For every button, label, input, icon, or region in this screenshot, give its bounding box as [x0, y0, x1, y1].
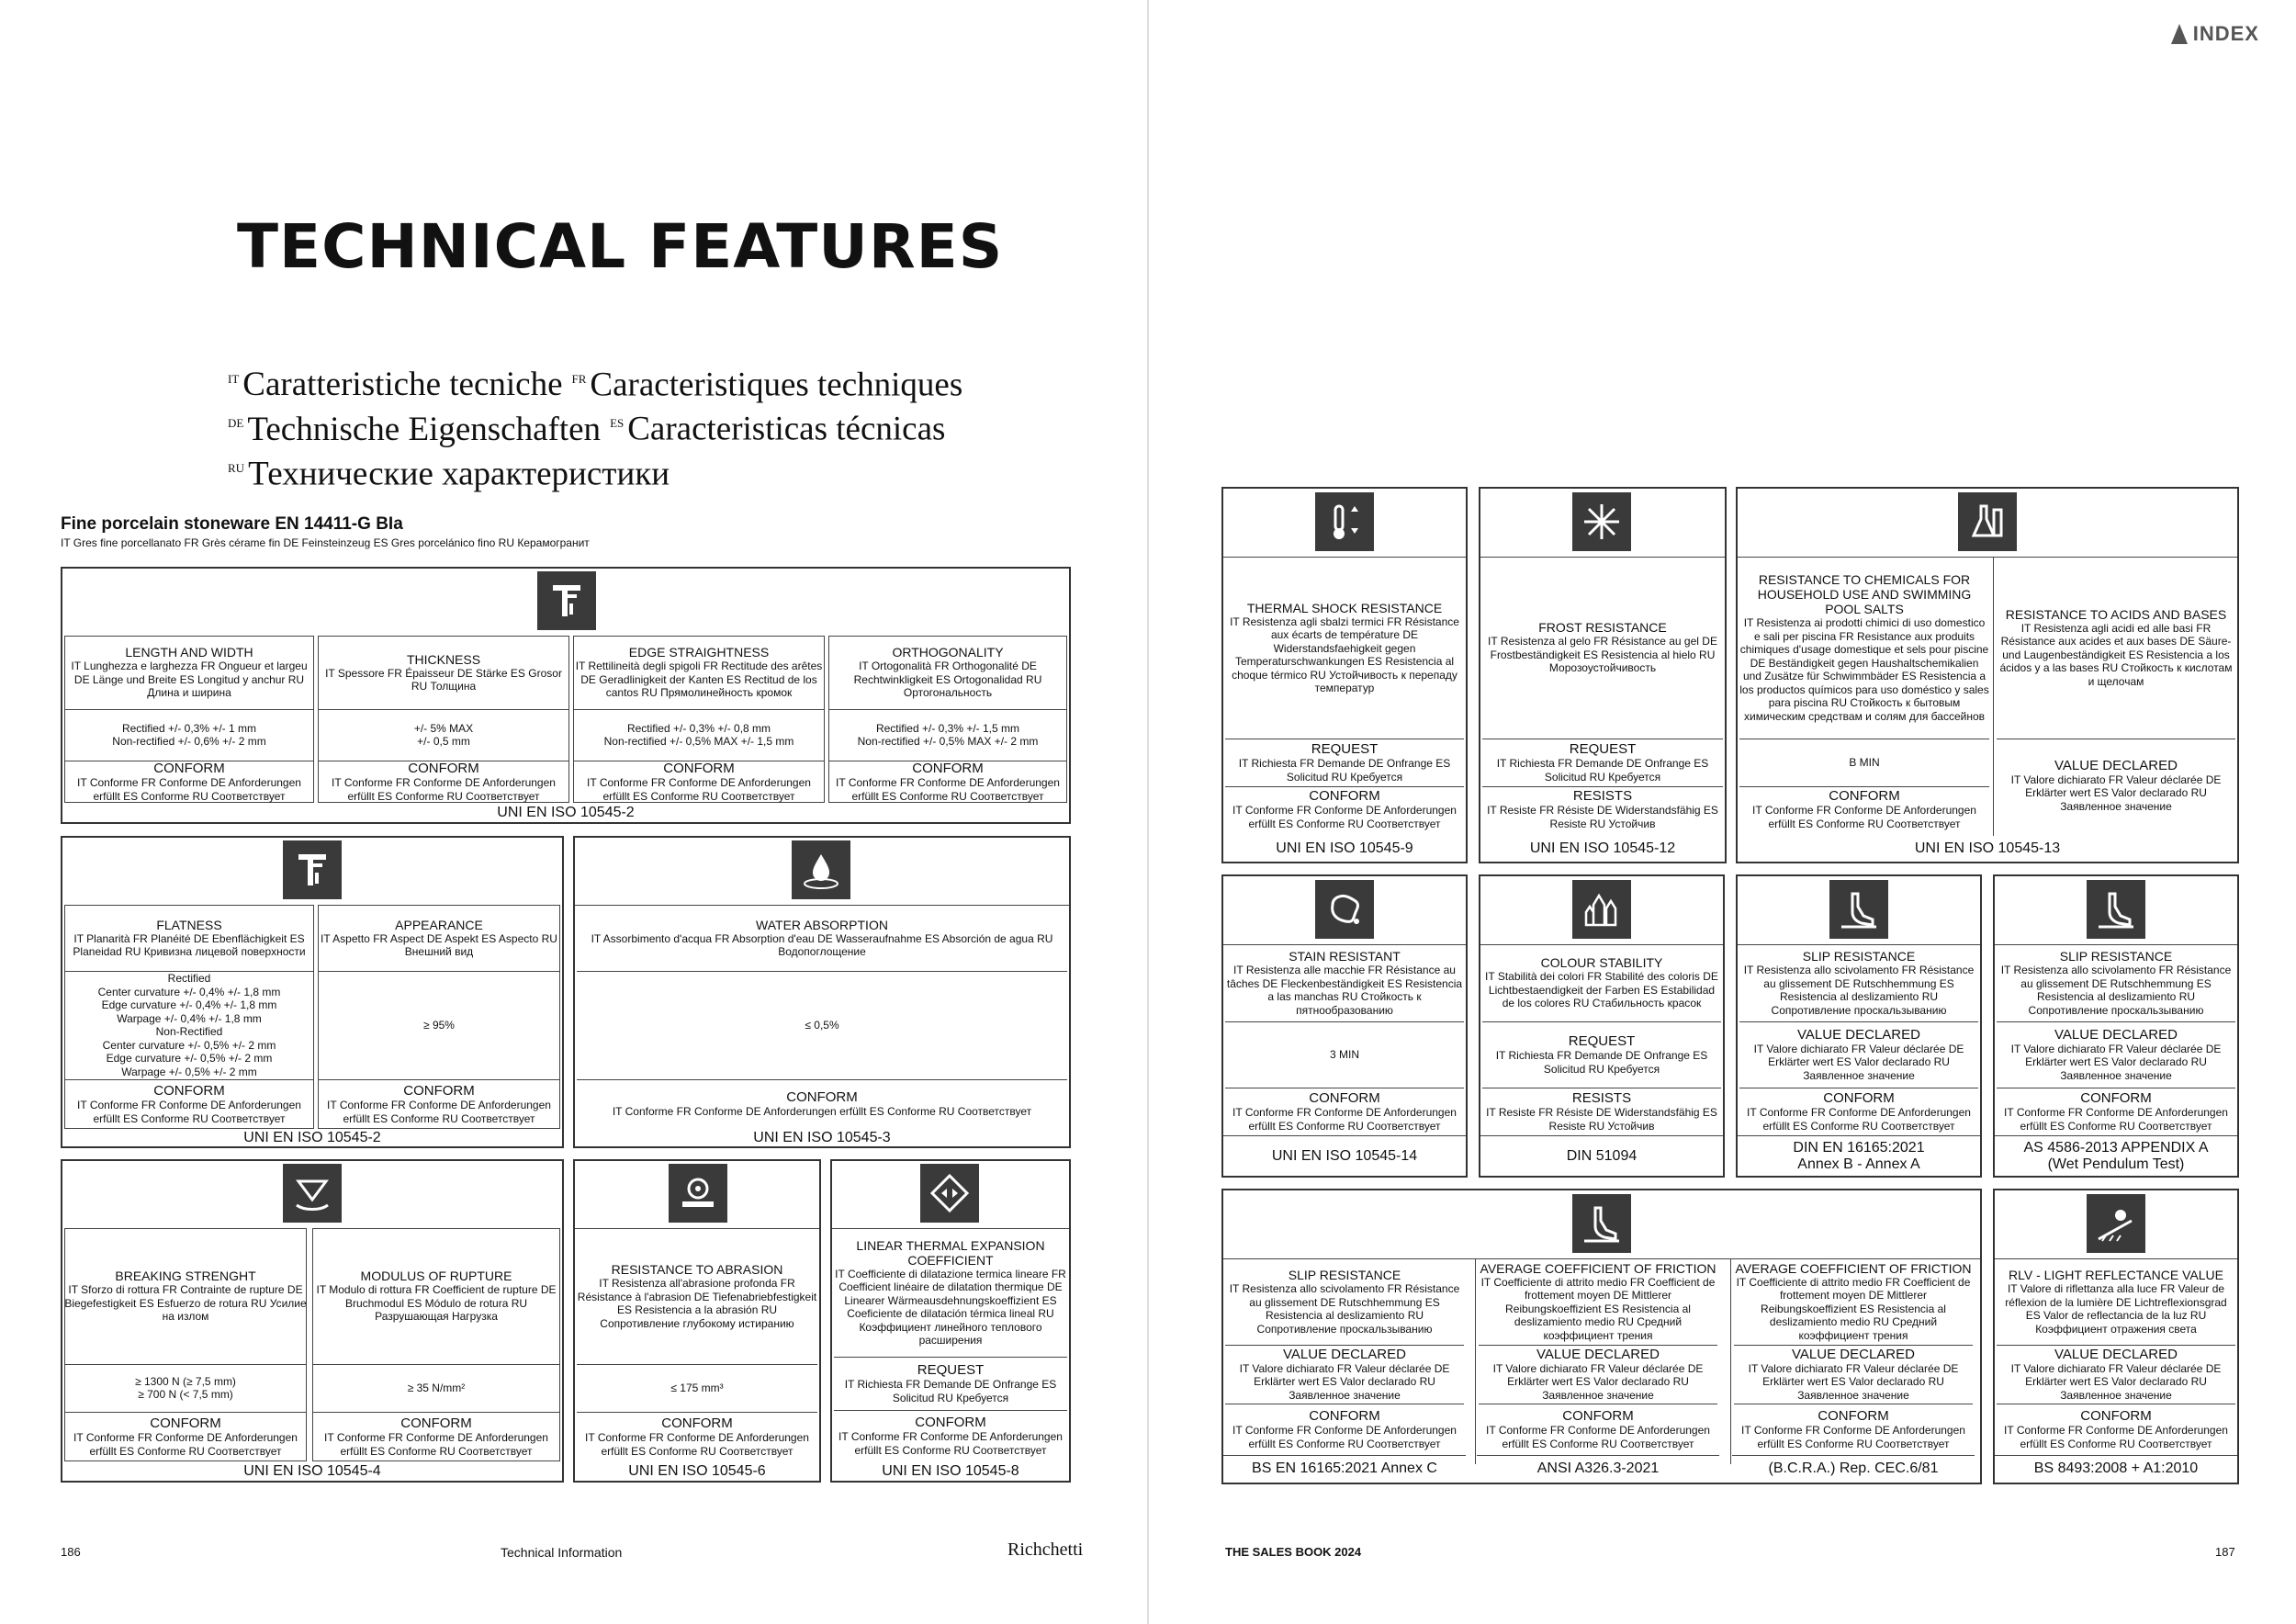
conform-label: CONFORM — [150, 1415, 221, 1431]
feature-head — [1734, 1258, 1973, 1345]
feature-conform — [573, 761, 825, 803]
conform-translation: IT Conforme FR Conforme DE Anforderungen erfüllt ES Conforme RU Соответствует — [324, 1431, 548, 1458]
cell-value: ≤ 0,5% — [805, 1018, 839, 1032]
feature-head — [573, 636, 825, 709]
cell-value: VALUE DECLARED — [2054, 757, 2178, 773]
cell-value: Rectified +/- 0,3% +/- 0,8 mm Non-rectified +/- 0,5% MAX +/- 1,5 mm — [603, 721, 794, 748]
feature-value — [1734, 1345, 1973, 1404]
cell-translation: IT Resistenza allo scivolamento FR Résistance au glissement DE Rutschhemmung ES Resistencia al deslizamiento RU Сопротивление проскальзыванию — [1229, 1282, 1460, 1336]
caliper-icon — [537, 571, 596, 630]
feature-value — [1225, 1345, 1464, 1404]
thermometer-icon — [1315, 492, 1374, 551]
conform-translation: IT Conforme FR Conforme DE Anforderungen erfüllt ES Conforme RU Соответствует — [1486, 1424, 1710, 1450]
cell-value: 3 MIN — [1329, 1047, 1359, 1061]
flatness-value — [64, 971, 314, 1079]
divider — [1995, 1135, 2237, 1136]
technical-information-label: Technical Information — [501, 1545, 623, 1560]
foot-slip-icon — [2087, 880, 2145, 939]
value-translation: IT Valore dichiarato FR Valeur déclarée DE Erklärter wert ES Valor declarado RU Заявленное значение — [2010, 1042, 2222, 1082]
cell-title: COLOUR STABILITY — [1540, 955, 1663, 971]
cell-translation: IT Resistenza al gelo FR Résistance au gel DE Frostbeständigkeit ES Resistencia al hielo RU Морозоустойчивость — [1488, 635, 1717, 675]
conform-translation: IT Conforme FR Conforme DE Anforderungen erfüllt ES Conforme RU Соответствует — [1747, 1106, 1971, 1133]
conform-label: CONFORM — [661, 1415, 733, 1431]
cell-translation: IT Spessore FR Épaisseur DE Stärke ES Grosor RU Толщина — [325, 666, 562, 693]
subtitle-line: $^{IT}$ Caratteristiche tecniche $^{FR}$ Caracteristiques techniques — [228, 366, 963, 404]
conform-label: CONFORM — [153, 1083, 225, 1099]
cell-title: APPEARANCE — [395, 917, 483, 932]
conform-label: CONFORM — [786, 1089, 858, 1106]
value-translation: IT Richiesta FR Demande DE Onfrange ES Solicitud RU Кребуется — [1496, 757, 1709, 784]
modulus-head — [312, 1228, 560, 1364]
feature-conform — [1225, 1088, 1464, 1135]
feature-head — [64, 636, 314, 709]
feature-head — [828, 636, 1067, 709]
conform-label: CONFORM — [403, 1083, 475, 1099]
frost-conform — [1482, 786, 1723, 832]
conform-label: CONFORM — [915, 1415, 986, 1430]
conform-label: CONFORM — [1818, 1408, 1889, 1424]
cell-value: Rectified +/- 0,3% +/- 1,5 mm Non-rectified +/- 0,5% MAX +/- 2 mm — [857, 721, 1039, 748]
value-translation: IT Valore dichiarato FR Valeur déclarée DE Erklärter wert ES Valor declarado RU Заявленное значение — [1492, 1361, 1704, 1402]
conform-translation: IT Resiste FR Résiste DE Widerstandsfähig ES Resiste RU Устойчив — [1487, 804, 1718, 830]
feature-head — [318, 636, 569, 709]
cell-title: ORTHOGONALITY — [892, 645, 1004, 660]
standard-label: UNI EN ISO 10545-8 — [882, 1463, 1019, 1479]
cell-value: REQUEST — [917, 1362, 985, 1378]
feature-conform — [1482, 1088, 1721, 1135]
standard-label: UNI EN ISO 10545-13 — [1914, 840, 2061, 856]
feature-value — [1479, 1345, 1717, 1404]
flatness-conform — [64, 1079, 314, 1129]
conform-translation: IT Conforme FR Conforme DE Anforderungen erfüllt ES Conforme RU Соответствует — [1232, 1106, 1457, 1133]
conform-translation: IT Conforme FR Conforme DE Anforderungen erfüllt ES Conforme RU Соответствует — [2004, 1424, 2228, 1450]
conform-translation: IT Conforme FR Conforme DE Anforderungen erfüllt ES Conforme RU Соответствует — [587, 776, 811, 803]
chemical-flask-icon — [1958, 492, 2017, 551]
sales-book-label: THE SALES BOOK 2024 — [1225, 1545, 1362, 1559]
cell-translation: IT Coefficiente di dilatazione termica lineare FR Coefficient linéaire de dilatation thermique DE Linearer Wärmeausdehnungskoeffizient ES Coeficiente de dilatación térmica lineal RU Коэффициент линейного теплового расширения — [835, 1267, 1066, 1347]
cell-value: ≤ 175 mm³ — [670, 1381, 724, 1394]
water-drop-icon — [792, 840, 850, 899]
cell-value: ≥ 95% — [423, 1018, 455, 1032]
thermal-expansion-icon — [920, 1164, 979, 1223]
value-translation: IT Valore dichiarato FR Valeur déclarée DE Erklärter wert ES Valor declarado RU Заявленное значение — [1748, 1361, 1959, 1402]
water-head — [577, 905, 1067, 971]
frost-value — [1482, 739, 1723, 786]
divider — [1993, 557, 1994, 836]
cell-translation: IT Planarità FR Planéité DE Ebenflächigkeit ES Planeidad RU Кривизна лицевой поверхности — [73, 931, 306, 958]
conform-label: CONFORM — [1309, 1408, 1380, 1424]
conform-translation: IT Conforme FR Conforme DE Anforderungen erfüllt ES Conforme RU Соответствует — [332, 776, 556, 803]
divider — [1738, 1135, 1980, 1136]
subtitle-line: $^{RU}$ Технические характеристики — [228, 454, 670, 492]
standard-label: UNI EN ISO 10545-14 — [1271, 1148, 1418, 1164]
divider — [1480, 1135, 1723, 1136]
cell-translation: IT Resistenza all'abrasione profonda FR Résistance à l'abrasion DE Tiefenabriebfestigkeit ES Resistencia a la abrasión RU Сопротивление глубокому истиранию — [577, 1277, 817, 1330]
feature-value — [1482, 1021, 1721, 1088]
acids-head — [1997, 557, 2235, 739]
standard-label: BS 8493:2008 + A1:2010 — [2033, 1460, 2199, 1476]
cell-translation: IT Aspetto FR Aspect DE Aspekt ES Aspecto RU Внешний вид — [321, 931, 557, 958]
cell-value: VALUE DECLARED — [2054, 1346, 2178, 1362]
conform-label: CONFORM — [400, 1415, 472, 1431]
standard-label: BS EN 16165:2021 Annex C — [1252, 1460, 1437, 1476]
value-translation: IT Richiesta FR Demande DE Onfrange ES Solicitud RU Кребуется — [1238, 757, 1451, 784]
value-translation: IT Valore dichiarato FR Valeur déclarée DE Erklärter wert ES Valor declarado RU Заявленное значение — [1239, 1361, 1450, 1402]
conform-label: CONFORM — [2080, 1090, 2152, 1106]
feature-conform — [1479, 1404, 1717, 1455]
feature-conform — [1997, 1404, 2235, 1455]
cell-title: FROST RESISTANCE — [1538, 620, 1667, 636]
conform-label: CONFORM — [663, 761, 735, 776]
standard-label: UNI EN ISO 10545-12 — [1529, 840, 1676, 856]
acids-value — [1997, 739, 2235, 832]
cell-translation: IT Coefficiente di attrito medio FR Coefficient de frottement moyen DE Mittlerer Reibungskoeffizient ES Resistencia al deslizamiento medio RU Средний коэффициент трения — [1480, 1275, 1716, 1342]
conform-label: RESISTS — [1571, 1090, 1632, 1106]
cell-title: WATER ABSORPTION — [756, 917, 888, 932]
conform-translation: IT Conforme FR Conforme DE Anforderungen erfüllt ES Conforme RU Соответствует — [836, 776, 1060, 803]
cell-translation: IT Resistenza agli acidi ed alle basi FR Résistance aux acides et aux bases DE Säure- und Laugenbeständigkeit ES Resistencia a los ácidos y a las bases RU Стойкость к кислотам и щелочам — [1999, 621, 2233, 688]
cell-value: VALUE DECLARED — [1797, 1026, 1920, 1043]
cell-title: RLV - LIGHT REFLECTANCE VALUE — [2009, 1268, 2223, 1282]
value-translation: IT Richiesta FR Demande DE Onfrange ES Solicitud RU Кребуется — [844, 1378, 1057, 1404]
cell-title: AVERAGE COEFFICIENT OF FRICTION — [1735, 1260, 1972, 1276]
breaking-conform — [64, 1412, 307, 1461]
cell-title: SLIP RESISTANCE — [1288, 1268, 1401, 1282]
page-title: TECHNICAL FEATURES — [237, 211, 1004, 282]
divider — [1223, 1135, 1466, 1136]
breaking-icon — [283, 1164, 342, 1223]
cell-translation: IT Coefficiente di attrito medio FR Coefficient de frottement moyen DE Mittlerer Reibungskoeffizient ES Resistencia al deslizamiento medio RU Средний коэффициент трения — [1736, 1275, 1971, 1342]
page-number-left: 186 — [61, 1545, 81, 1559]
feature-value — [828, 709, 1067, 761]
flatness-head — [64, 905, 314, 971]
conform-label: CONFORM — [1562, 1408, 1634, 1424]
cell-title: AVERAGE COEFFICIENT OF FRICTION — [1480, 1260, 1716, 1276]
standard-label: UNI EN ISO 10545-2 — [243, 1130, 381, 1145]
cell-translation: IT Modulo di rottura FR Coefficient de rupture DE Bruchmodul ES Módulo de rotura RU Разрушающая Нагрузка — [316, 1283, 557, 1324]
cell-title: MODULUS OF RUPTURE — [360, 1269, 512, 1284]
cell-value: Rectified +/- 0,3% +/- 1 mm Non-rectified +/- 0,6% +/- 2 mm — [112, 721, 266, 748]
conform-label: CONFORM — [1823, 1090, 1895, 1106]
appearance-head — [318, 905, 560, 971]
standard-label: ANSI A326.3-2021 — [1536, 1460, 1660, 1476]
cell-value: +/- 5% MAX +/- 0,5 mm — [413, 721, 474, 748]
feature-head — [1225, 1258, 1464, 1345]
feature-conform — [318, 761, 569, 803]
cell-value: REQUEST — [1568, 1033, 1636, 1049]
conform-label: RESISTS — [1572, 788, 1633, 804]
conform-translation: IT Conforme FR Conforme DE Anforderungen erfüllt ES Conforme RU Соответствует — [1232, 1424, 1457, 1450]
conform-label: CONFORM — [912, 761, 984, 776]
feature-conform — [1225, 1404, 1464, 1455]
conform-translation: IT Conforme FR Conforme DE Anforderungen erfüllt ES Conforme RU Соответствует — [327, 1099, 551, 1125]
feature-conform — [828, 761, 1067, 803]
foot-slip-icon — [1572, 1194, 1631, 1253]
conform-translation: IT Conforme FR Conforme DE Anforderungen erfüllt ES Conforme RU Соответствует — [77, 1099, 301, 1125]
conform-translation: IT Conforme FR Conforme DE Anforderungen erfüllt ES Conforme RU Соответствует — [838, 1430, 1063, 1457]
cell-translation: IT Lunghezza e larghezza FR Ongueur et largeu DE Länge und Breite ES Longitud y anchur RU Длина и ширина — [71, 660, 308, 700]
page-number-right: 187 — [2215, 1545, 2235, 1559]
cell-value: ≥ 35 N/mm² — [407, 1381, 466, 1394]
cell-translation: IT Rettilineità degli spigoli FR Rectitude des arêtes DE Geradlinigkeit der Kanten ES Rectitud de los cantos RU Прямолинейность кромок — [575, 660, 823, 700]
standard-label: UNI EN ISO 10545-3 — [753, 1130, 891, 1145]
conform-translation: IT Conforme FR Conforme DE Anforderungen erfüllt ES Conforme RU Соответствует — [1232, 804, 1457, 830]
value-translation: IT Valore dichiarato FR Valeur déclarée DE Erklärter wert ES Valor declarado RU Заявленное значение — [1753, 1042, 1964, 1082]
breaking-head — [64, 1228, 307, 1364]
chemicals-head — [1739, 557, 1989, 739]
conform-translation: IT Resiste FR Résiste DE Widerstandsfähig ES Resiste RU Устойчив — [1486, 1106, 1717, 1133]
feature-conform — [1739, 1088, 1978, 1135]
index-icon — [2171, 24, 2188, 44]
feature-value — [1739, 1021, 1978, 1088]
material-title: Fine porcelain stoneware EN 14411-G BIa — [61, 514, 403, 534]
feature-head — [1739, 944, 1978, 1021]
cell-title: STAIN RESISTANT — [1289, 949, 1401, 964]
subtitles — [228, 360, 962, 493]
cell-title: LINEAR THERMAL EXPANSION COEFFICIENT — [856, 1237, 1045, 1268]
cell-title: RESISTANCE TO CHEMICALS FOR HOUSEHOLD USE AND SWIMMING POOL SALTS — [1757, 572, 1972, 616]
thermal-shock-conform — [1225, 786, 1464, 832]
feature-head — [1482, 944, 1721, 1021]
cell-value: VALUE DECLARED — [1283, 1346, 1406, 1362]
appearance-value — [318, 971, 560, 1079]
modulus-value — [312, 1364, 560, 1412]
cell-translation: IT Resistenza ai prodotti chimici di uso domestico e sali per piscina FR Resistance aux produits chimiques d'usage domestique et sels pour piscine DE Beständigkeit gegen Haushaltschemikalien und Zusätze für Schwimmbäder ES Resistencia a los productos químicos para uso doméstico y sales para piscina RU Стойкость к бытовым химическим средствам и солям для бассейнов — [1739, 616, 1989, 723]
feature-head — [1997, 1258, 2235, 1345]
cell-title: LENGTH AND WIDTH — [125, 645, 253, 660]
cell-value: B MIN — [1849, 755, 1880, 769]
cell-translation: IT Resistenza allo scivolamento FR Résistance au glissement DE Rutschhemmung ES Resistencia al deslizamiento RU Сопротивление проскальзыванию — [1743, 964, 1975, 1017]
standard-label: DIN EN 16165:2021 Annex B - Annex A — [1793, 1140, 1925, 1172]
crystal-icon — [1572, 880, 1631, 939]
modulus-conform — [312, 1412, 560, 1461]
cell-translation: IT Assorbimento d'acqua FR Absorption d'eau DE Wasseraufnahme ES Absorción de agua RU Водопоглощение — [591, 931, 1053, 958]
conform-label: CONFORM — [1309, 1090, 1380, 1106]
conform-translation: IT Conforme FR Conforme DE Anforderungen erfüllt ES Conforme RU Соответствует — [585, 1431, 809, 1458]
conform-translation: IT Conforme FR Conforme DE Anforderungen erfüllt ES Conforme RU Соответствует — [73, 1431, 298, 1458]
conform-translation: IT Conforme FR Conforme DE Anforderungen erfüllt ES Conforme RU Соответствует — [612, 1105, 1032, 1119]
thermal-expansion-value — [834, 1357, 1067, 1410]
divider — [1730, 1258, 1731, 1464]
standard-label: AS 4586-2013 APPENDIX A (Wet Pendulum Test) — [2023, 1140, 2209, 1172]
water-conform — [577, 1079, 1067, 1129]
cell-title: EDGE STRAIGHTNESS — [628, 645, 770, 660]
cell-translation: IT Resistenza alle macchie FR Résistance au tâches DE Fleckenbeständigkeit ES Resistencia a las manchas RU Стойкость к пятнообразованию — [1226, 964, 1463, 1017]
cell-translation: IT Ortogonalità FR Orthogonalité DE Rechtwinkligkeit ES Ortogonalidad RU Ортогональность — [853, 660, 1042, 700]
appearance-conform — [318, 1079, 560, 1129]
cell-value: Rectified Center curvature +/- 0,4% +/- 1,8 mm Edge curvature +/- 0,4% +/- 1,8 mm Warpage +/- 0,4% +/- 1,8 mm Non-Rectified Center curvature +/- 0,5% +/- 2 mm Edge curvature +/- 0,5% +/- 2 mm Warpage +/- 0,5% +/- 2 mm — [97, 972, 281, 1078]
value-translation: IT Richiesta FR Demande DE Onfrange ES Solicitud RU Кребуется — [1495, 1049, 1708, 1076]
cell-value: VALUE DECLARED — [2054, 1026, 2178, 1043]
conform-translation: IT Conforme FR Conforme DE Anforderungen erfüllt ES Conforme RU Соответствует — [2004, 1106, 2228, 1133]
feature-head — [1479, 1258, 1717, 1345]
material-subtitle: IT Gres fine porcellanato FR Grès cérame fin DE Feinsteinzeug ES Gres porcelánico fino RU Керамогранит — [61, 536, 590, 549]
feature-head — [1225, 944, 1464, 1021]
cell-title: RESISTANCE TO ACIDS AND BASES — [2005, 606, 2227, 622]
cell-title: FLATNESS — [156, 917, 222, 932]
stain-icon — [1315, 880, 1374, 939]
cell-value: REQUEST — [1569, 741, 1637, 757]
frost-head — [1482, 557, 1723, 739]
caliper-icon — [283, 840, 342, 899]
cell-translation: IT Valore di riflettanza alla luce FR Valeur de réflexion de la lumière DE Lichtreflexionsgrad ES Valor de reflectancia de la luz RU Коэффициент отражения света — [2005, 1282, 2227, 1336]
foot-slip-icon — [1829, 880, 1888, 939]
feature-value — [573, 709, 825, 761]
snowflake-icon — [1572, 492, 1631, 551]
cell-title: SLIP RESISTANCE — [1802, 949, 1916, 964]
light-reflectance-icon — [2087, 1194, 2145, 1253]
divider — [1475, 1258, 1476, 1464]
conform-label: CONFORM — [1829, 788, 1900, 804]
conform-label: CONFORM — [2080, 1408, 2152, 1424]
feature-conform — [1734, 1404, 1973, 1455]
cell-value: VALUE DECLARED — [1792, 1346, 1915, 1362]
breaking-value — [64, 1364, 307, 1412]
brand-logo: Richchetti — [1007, 1539, 1084, 1560]
feature-value — [1225, 1021, 1464, 1088]
feature-head — [1997, 944, 2235, 1021]
abrasion-value — [577, 1364, 817, 1412]
standard-label: UNI EN ISO 10545-2 — [497, 805, 635, 820]
cell-title: SLIP RESISTANCE — [2059, 949, 2173, 964]
feature-conform — [64, 761, 314, 803]
conform-label: CONFORM — [153, 761, 225, 776]
feature-value — [1997, 1021, 2235, 1088]
cell-value: ≥ 1300 N (≥ 7,5 mm) ≥ 700 N (< 7,5 mm) — [135, 1374, 236, 1401]
cell-value: VALUE DECLARED — [1536, 1346, 1660, 1362]
standard-label: UNI EN ISO 10545-4 — [243, 1463, 381, 1479]
standard-label: UNI EN ISO 10545-9 — [1276, 840, 1413, 856]
feature-value — [318, 709, 569, 761]
conform-translation: IT Conforme FR Conforme DE Anforderungen erfüllt ES Conforme RU Соответствует — [77, 776, 301, 803]
index-label: INDEX — [2192, 22, 2259, 45]
index-link[interactable] — [2171, 22, 2259, 46]
thermal-expansion-conform — [834, 1410, 1067, 1461]
cell-value: REQUEST — [1311, 741, 1379, 757]
value-translation: IT Valore dichiarato FR Valeur déclarée DE Erklärter wert ES Valor declarado RU Заявленное значение — [2010, 1361, 2222, 1402]
cell-translation: IT Resistenza allo scivolamento FR Résistance au glissement DE Rutschhemmung ES Resistencia al deslizamiento RU Сопротивление проскальзыванию — [2000, 964, 2232, 1017]
thermal-shock-value — [1225, 739, 1464, 786]
feature-value — [64, 709, 314, 761]
feature-value — [1997, 1345, 2235, 1404]
subtitle-line: $^{DE}$ Technische Eigenschaften $^{ES}$ Caracteristicas técnicas — [228, 410, 946, 448]
abrasion-icon — [669, 1164, 727, 1223]
cell-title: RESISTANCE TO ABRASION — [611, 1262, 783, 1277]
value-translation: IT Valore dichiarato FR Valeur déclarée DE Erklärter wert ES Valor declarado RU Заявленное значение — [2010, 773, 2222, 813]
feature-conform — [1997, 1088, 2235, 1135]
thermal-expansion-head — [834, 1228, 1067, 1357]
chemicals-conform — [1739, 786, 1989, 832]
cell-translation: IT Sforzo di rottura FR Contrainte de rupture DE Biegefestigkeit ES Esfuerzo de rotura RU Усилие на излом — [64, 1283, 307, 1324]
water-value — [577, 971, 1067, 1079]
cell-translation: IT Resistenza agli sbalzi termici FR Résistance aux écarts de température DE Widerstandsfaehigkeit gegen Temperaturschwankungen ES Resistencia al choque térmico RU Устойчивость к перепаду температур — [1230, 615, 1459, 694]
cell-title: THICKNESS — [406, 651, 481, 667]
conform-label: CONFORM — [408, 761, 479, 776]
cell-translation: IT Stabilità dei colori FR Stabilité des coloris DE Lichtbestaendigkeit der Farben ES Estabilidad de los colores RU Стабильность красок — [1485, 970, 1718, 1010]
standard-label: DIN 51094 — [1566, 1148, 1638, 1164]
conform-translation: IT Conforme FR Conforme DE Anforderungen erfüllt ES Conforme RU Соответствует — [1741, 1424, 1965, 1450]
standard-label: (B.C.R.A.) Rep. CEC.6/81 — [1768, 1460, 1939, 1476]
conform-translation: IT Conforme FR Conforme DE Anforderungen erfüllt ES Conforme RU Соответствует — [1752, 804, 1976, 830]
page-spine — [1147, 0, 1149, 1624]
standard-label: UNI EN ISO 10545-6 — [628, 1463, 766, 1479]
thermal-shock-head — [1225, 557, 1464, 739]
conform-label: CONFORM — [1309, 788, 1380, 804]
cell-title: THERMAL SHOCK RESISTANCE — [1246, 600, 1443, 615]
abrasion-head — [577, 1228, 817, 1364]
cell-title: BREAKING STRENGHT — [115, 1269, 256, 1284]
abrasion-conform — [577, 1412, 817, 1461]
chemicals-value — [1739, 739, 1989, 786]
